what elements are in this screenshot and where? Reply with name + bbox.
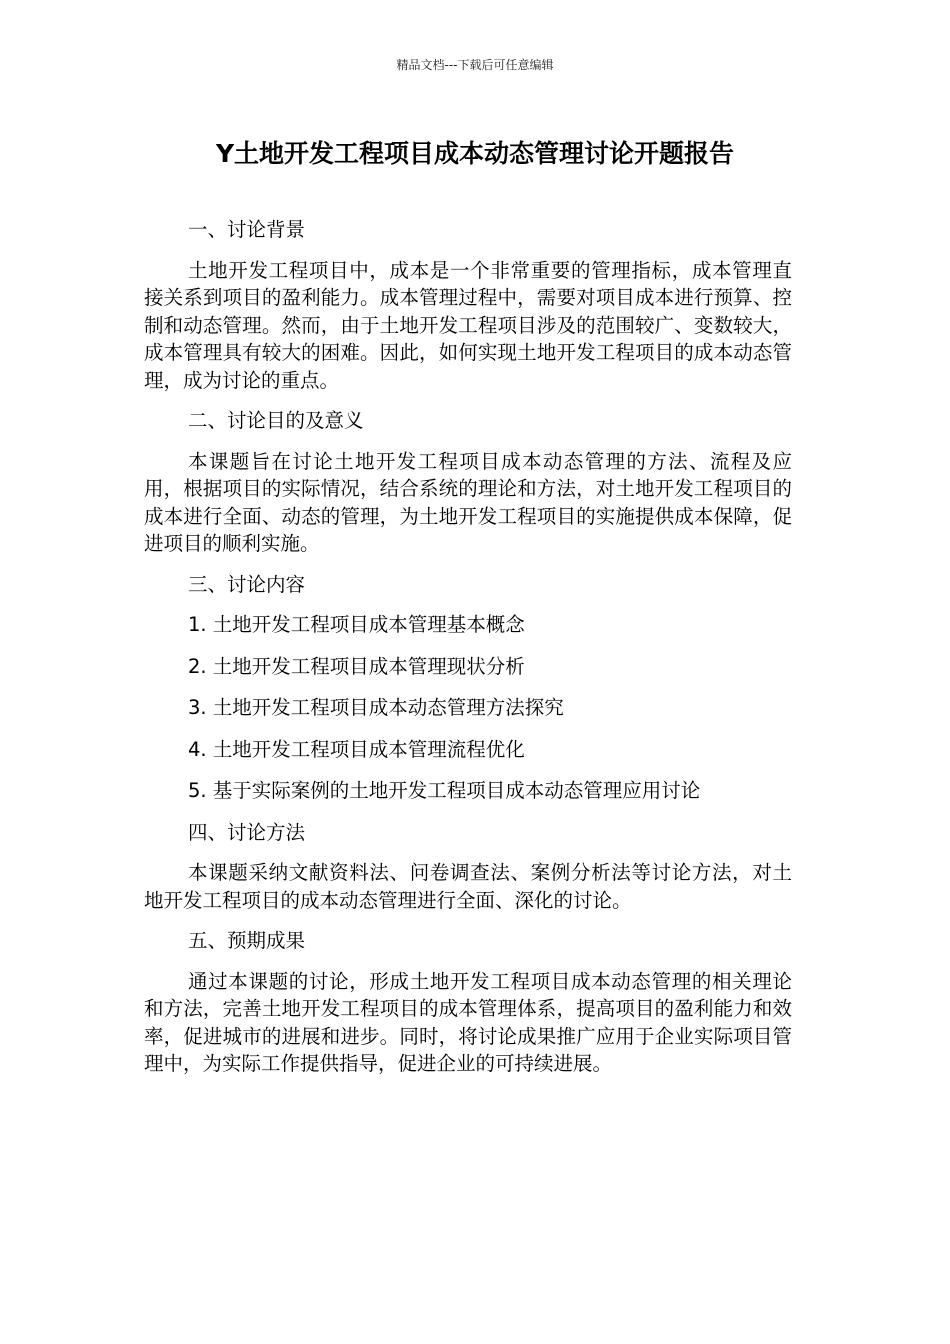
content-list-item: 3. 土地开发工程项目成本动态管理方法探究 <box>188 696 564 719</box>
section-heading-outcomes: 五、预期成果 <box>188 929 306 952</box>
section-body-method: 本课题采纳文献资料法、问卷调查法、案例分析法等讨论方法，对土地开发工程项目的成本动态管理进行全面、深化的讨论。 <box>144 861 792 912</box>
section-heading-method: 四、讨论方法 <box>188 820 306 844</box>
document-body <box>144 216 792 1091</box>
content-list-item: 2. 土地开发工程项目成本管理现状分析 <box>188 654 525 678</box>
section-heading-background: 一、讨论背景 <box>188 218 306 241</box>
content-list-item: 4. 土地开发工程项目成本管理流程优化 <box>188 737 525 761</box>
section-heading-purpose: 二、讨论目的及意义 <box>188 409 364 432</box>
page-header: 精品文档---下载后可任意编辑 <box>396 58 554 72</box>
section-heading-content: 三、讨论内容 <box>188 572 306 596</box>
content-list-item: 1. 土地开发工程项目成本管理基本概念 <box>188 613 525 636</box>
section-body-purpose: 本课题旨在讨论土地开发工程项目成本动态管理的方法、流程及应用，根据项目的实际情况，结合系统的理论和方法，对土地开发工程项目的成本进行全面、动态的管理，为土地开发工程项目的实施提供成本保障，促进项目的顺利实施。 <box>144 449 792 555</box>
section-body-outcomes: 通过本课题的讨论，形成土地开发工程项目成本动态管理的相关理论和方法，完善土地开发工程项目的成本管理体系，提高项目的盈利能力和效率，促进城市的进展和进步。同时，将讨论成果推广应用于企业实际项目管理中，为实际工作提供指导，促进企业的可持续进展。 <box>144 969 792 1075</box>
content-list-item: 5. 基于实际案例的土地开发工程项目成本动态管理应用讨论 <box>188 779 701 802</box>
section-body-background: 土地开发工程项目中，成本是一个非常重要的管理指标，成本管理直接关系到项目的盈利能力。成本管理过程中，需要对项目成本进行预算、控制和动态管理。然而，由于土地开发工程项目涉及的范围较广、变数较大，成本管理具有较大的困难。因此，如何实现土地开发工程项目的成本动态管理，成为讨论的重点。 <box>144 258 792 392</box>
document-title: Y土地开发工程项目成本动态管理讨论开题报告 <box>215 139 735 168</box>
